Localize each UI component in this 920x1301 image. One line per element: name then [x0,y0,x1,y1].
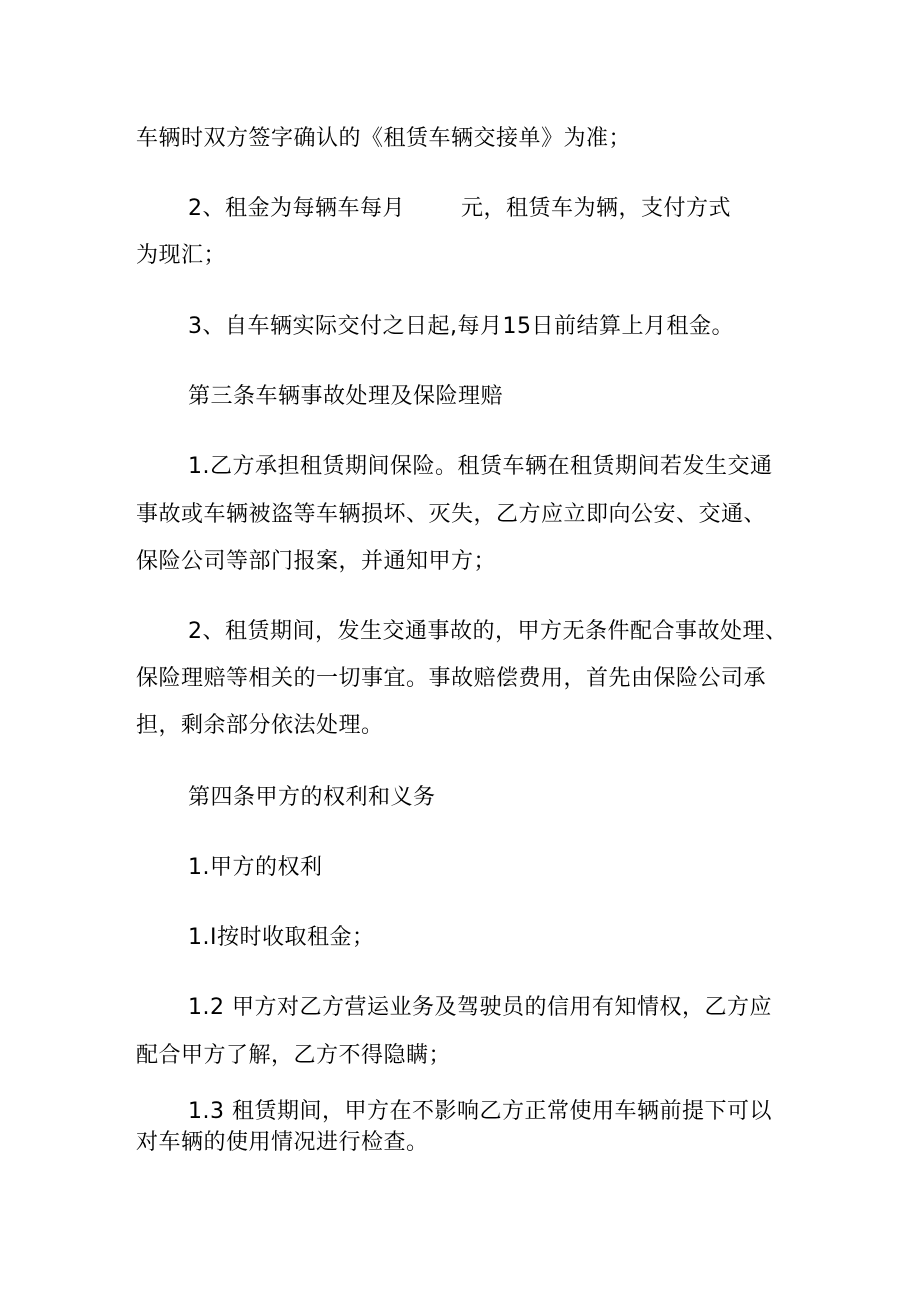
text-line: 车辆时双方签字确认的《租赁车辆交接单》为准； [136,126,632,151]
section-heading: 第四条甲方的权利和义务 [188,785,436,810]
text-line: 保险理赔等相关的一切事宜。事故赔偿费用，首先由保险公司承 [136,666,767,691]
paragraph-rent-line [188,194,731,224]
text-line: 保险公司等部门报案，并通知甲方； [136,549,497,574]
text-line: 1.I按时收取租金； [188,925,375,950]
section-heading: 第三条车辆事故处理及保险理赔 [188,384,504,409]
text-line: 对车辆的使用情况进行检查。 [136,1130,429,1155]
text-line: 1.甲方的权利 [188,855,323,880]
text-line: 1.2 甲方对乙方营运业务及驾驶员的信用有知情权，乙方应 [188,995,772,1020]
text-line: 1.3 租赁期间，甲方在不影响乙方正常使用车辆前提下可以 [188,1099,772,1124]
text-line: 1.乙方承担租赁期间保险。租赁车辆在租赁期间若发生交通 [188,454,773,479]
text-line: 配合甲方了解，乙方不得隐瞒； [136,1043,452,1068]
text-segment: 元，租赁车为辆，支付方式 [461,196,732,221]
text-line: 3、自车辆实际交付之日起,每月15日前结算上月租金。 [188,314,734,339]
text-segment: 2、租金为每辆车每月 [188,196,405,221]
text-line: 担，剩余部分依法处理。 [136,713,384,738]
text-line: 为现汇； [136,243,227,268]
text-line: 事故或车辆被盗等车辆损坏、灭失，乙方应立即向公安、交通、 [136,502,767,527]
text-line: 2、租赁期间，发生交通事故的，甲方无条件配合事故处理、 [188,619,788,644]
